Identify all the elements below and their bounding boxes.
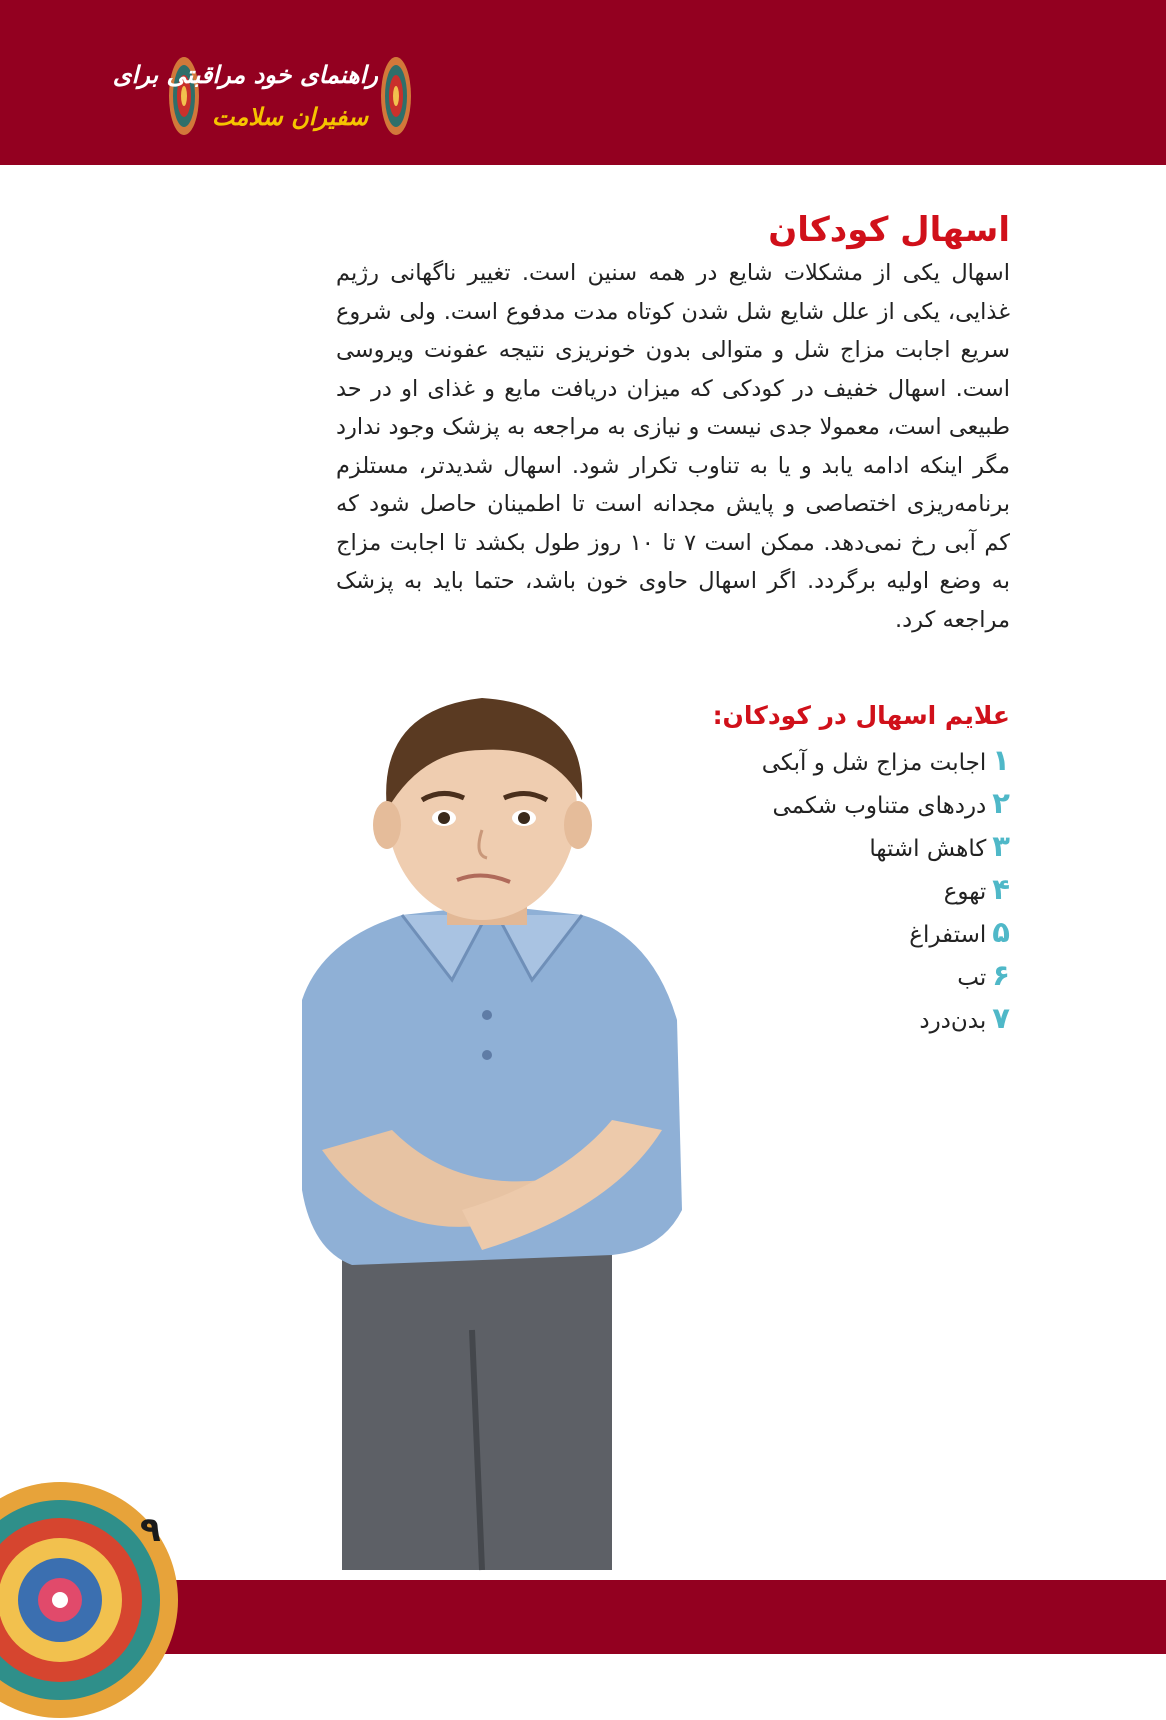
logo — [112, 50, 412, 142]
list-item-number: ۳ — [992, 829, 1010, 863]
list-item-number: ۶ — [992, 958, 1010, 992]
list-item-text: تهوع — [943, 879, 987, 905]
list-item — [700, 998, 1010, 1041]
list-item — [700, 912, 1010, 955]
article-title: اسهال کودکان — [768, 210, 1010, 250]
list-item-number: ۲ — [992, 786, 1010, 820]
logo-ornament-right — [380, 56, 412, 136]
list-item — [700, 740, 1010, 783]
symptoms-title: علایم اسهال در کودکان: — [712, 701, 1010, 730]
page-number: ۹ — [140, 1510, 161, 1550]
article-body: اسهال یکی از مشکلات شایع در همه سنین است. تغییر ناگهانی رژیم غذایی، یکی از علل شایع شل شدن کوتاه مدت مدفوع است. ولی شروع سریع اجابت مزاج شل و متوالی بدون خونریزی نتیجه عفونت ویروسی است. اسهال خفیف در کودکی که میزان دریافت مایع و غذای او در حد طبیعی است، معمولا جدی نیست و نیازی به مراجعه به پزشک وجود ندارد مگر اینکه ادامه یابد و یا به تناوب تکرار شود. اسهال شدیدتر، مستلزم برنامه‌ریزی اختصاصی و پایش مجدانه است تا اطمینان حاصل شود که کم آبی رخ نمی‌دهد. ممکن است ۷ تا ۱۰ روز طول بکشد تا اجابت مزاج به وضع اولیه برگردد. اگر اسهال حاوی خون باشد، حتما باید به پزشک مراجعه کرد. — [336, 260, 1011, 633]
list-item — [700, 826, 1010, 869]
list-item — [700, 955, 1010, 998]
symptom-list — [700, 740, 1010, 1041]
list-item-number: ۷ — [992, 1001, 1010, 1035]
list-item-text: کاهش اشتها — [869, 836, 987, 862]
list-item-text: تب — [957, 965, 987, 991]
list-item-text: بدن‌درد — [919, 1008, 987, 1034]
list-item-number: ۴ — [992, 872, 1010, 906]
symptoms-section — [700, 696, 1010, 1041]
list-item-number: ۵ — [992, 915, 1010, 949]
list-item-text: دردهای متناوب شکمی — [772, 793, 987, 819]
child-stomachache-photo — [282, 690, 702, 1580]
list-item-text: اجابت مزاج شل و آبکی — [761, 750, 987, 776]
list-item-number: ۱ — [992, 743, 1010, 777]
logo-title-line1: راهنمای خود مراقبتی برای — [112, 60, 378, 89]
list-item — [700, 783, 1010, 826]
list-item-text: استفراغ — [909, 922, 987, 948]
article — [336, 206, 1010, 639]
header-bar — [0, 0, 1166, 165]
list-item — [700, 869, 1010, 912]
logo-title-line2: سفیران سلامت — [211, 102, 369, 131]
